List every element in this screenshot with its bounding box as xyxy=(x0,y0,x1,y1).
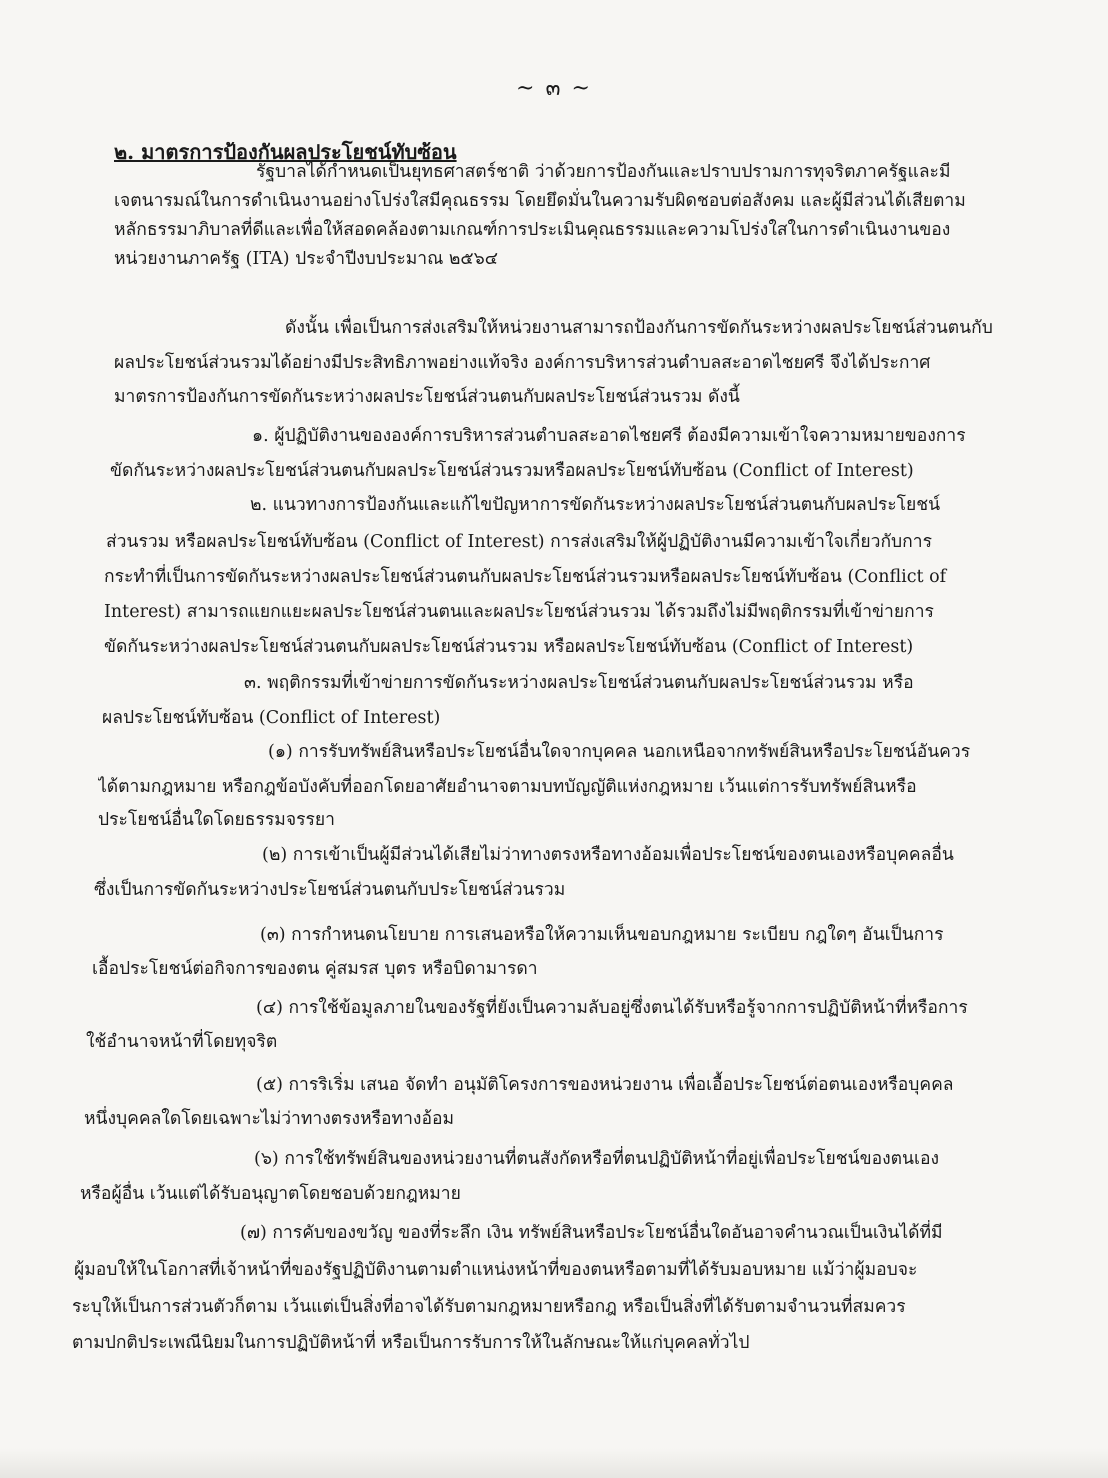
paragraph-line: ใช้อำนาจหน้าที่โดยทุจริต xyxy=(86,1032,278,1052)
section-title: ๒. มาตรการป้องกันผลประโยชน์ทับซ้อน xyxy=(114,140,457,164)
paragraph-line: รัฐบาลได้กำหนดเป็นยุทธศาสตร์ชาติ ว่าด้วยการป้องกันและปราบปรามการทุจริตภาครัฐและมี xyxy=(256,162,951,182)
paragraph-line: ผู้มอบให้ในโอกาสที่เจ้าหน้าที่ของรัฐปฏิบัติงานตามตำแหน่งหน้าที่ของตนหรือตามที่ได้รับมอบหมาย แม้ว่าผู้มอบจะ xyxy=(74,1260,918,1280)
paragraph-line: ได้ตามกฎหมาย หรือกฎข้อบังคับที่ออกโดยอาศัยอำนาจตามบทบัญญัติแห่งกฎหมาย เว้นแต่การรับทรัพย์สินหรือ xyxy=(98,777,917,797)
paragraph-line: ๑. ผู้ปฏิบัติงานขององค์การบริหารส่วนตำบลสะอาดไชยศรี ต้องมีความเข้าใจความหมายของการ xyxy=(252,426,966,446)
paragraph-line: ซึ่งเป็นการขัดกันระหว่างประโยชน์ส่วนตนกับประโยชน์ส่วนรวม xyxy=(94,880,566,900)
paragraph-line: กระทำที่เป็นการขัดกันระหว่างผลประโยชน์ส่วนตนกับผลประโยชน์ส่วนรวมหรือผลประโยชน์ทับซ้อน (Conflict of xyxy=(104,567,947,587)
paragraph-line: ๒. แนวทางการป้องกันและแก้ไขปัญหาการขัดกันระหว่างผลประโยชน์ส่วนตนกับผลประโยชน์ xyxy=(250,495,941,515)
paragraph-line: มาตรการป้องกันการขัดกันระหว่างผลประโยชน์ส่วนตนกับผลประโยชน์ส่วนรวม ดังนี้ xyxy=(114,387,740,407)
paragraph-line: Interest) สามารถแยกแยะผลประโยชน์ส่วนตนและผลประโยชน์ส่วนรวม ได้รวมถึงไม่มีพฤติกรรมที่เข้าข่ายการ xyxy=(104,602,934,622)
paragraph-line: ขัดกันระหว่างผลประโยชน์ส่วนตนกับผลประโยชน์ส่วนรวม หรือผลประโยชน์ทับซ้อน (Conflict of Interest) xyxy=(104,637,914,657)
paragraph-line: เอื้อประโยชน์ต่อกิจการของตน คู่สมรส บุตร หรือบิดามารดา xyxy=(92,959,538,979)
paragraph-line: หน่วยงานภาครัฐ (ITA) ประจำปีงบประมาณ ๒๕๖๔ xyxy=(114,249,499,269)
paragraph-line: ตามปกติประเพณีนิยมในการปฏิบัติหน้าที่ หรือเป็นการรับการให้ในลักษณะให้แก่บุคคลทั่วไป xyxy=(72,1333,750,1353)
paragraph-line: (๖) การใช้ทรัพย์สินของหน่วยงานที่ตนสังกัดหรือที่ตนปฏิบัติหน้าที่อยู่เพื่อประโยชน์ของตนเอง xyxy=(254,1149,939,1169)
paragraph-line: (๒) การเข้าเป็นผู้มีส่วนได้เสียไม่ว่าทางตรงหรือทางอ้อมเพื่อประโยชน์ของตนเองหรือบุคคลอื่น xyxy=(262,845,954,865)
paragraph-line: ขัดกันระหว่างผลประโยชน์ส่วนตนกับผลประโยชน์ส่วนรวมหรือผลประโยชน์ทับซ้อน (Conflict of Interest) xyxy=(110,461,914,481)
paragraph-line: ประโยชน์อื่นใดโดยธรรมจรรยา xyxy=(98,810,335,830)
paragraph-line: เจตนารมณ์ในการดำเนินงานอย่างโปร่งใสมีคุณธรรม โดยยึดมั่นในความรับผิดชอบต่อสังคม และผู้มีส่วนได้เสียตาม xyxy=(114,191,966,211)
paragraph-line: หลักธรรมาภิบาลที่ดีและเพื่อให้สอดคล้องตามเกณฑ์การประเมินคุณธรรมและความโปร่งใสในการดำเนินงานของ xyxy=(114,220,951,240)
paragraph-line: หรือผู้อื่น เว้นแต่ได้รับอนุญาตโดยชอบด้วยกฎหมาย xyxy=(80,1184,461,1204)
paragraph-line: ส่วนรวม หรือผลประโยชน์ทับซ้อน (Conflict of Interest) การส่งเสริมให้ผู้ปฏิบัติงานมีความเข้าใจเกี่ยวกับการ xyxy=(106,532,932,552)
paragraph-line: ดังนั้น เพื่อเป็นการส่งเสริมให้หน่วยงานสามารถป้องกันการขัดกันระหว่างผลประโยชน์ส่วนตนกับ xyxy=(285,318,993,338)
paragraph-line: (๕) การริเริ่ม เสนอ จัดทำ อนุมัติโครงการของหน่วยงาน เพื่อเอื้อประโยชน์ต่อตนเองหรือบุคคล xyxy=(256,1075,954,1095)
page-bottom-shadow xyxy=(0,1448,1108,1478)
paragraph-line: ๓. พฤติกรรมที่เข้าข่ายการขัดกันระหว่างผลประโยชน์ส่วนตนกับผลประโยชน์ส่วนรวม หรือ xyxy=(244,673,914,693)
paragraph-line: (๑) การรับทรัพย์สินหรือประโยชน์อื่นใดจากบุคคล นอกเหนือจากทรัพย์สินหรือประโยชน์อันควร xyxy=(268,742,971,762)
paragraph-line: (๗) การคับของขวัญ ของที่ระลึก เงิน ทรัพย์สินหรือประโยชน์อื่นใดอันอาจคำนวณเป็นเงินได้ที่มี xyxy=(240,1223,943,1243)
page-number: ~ ๓ ~ xyxy=(516,76,592,101)
paragraph-line: (๓) การกำหนดนโยบาย การเสนอหรือให้ความเห็นขอบกฎหมาย ระเบียบ กฎใดๆ อันเป็นการ xyxy=(260,925,944,945)
paragraph-line: (๔) การใช้ข้อมูลภายในของรัฐที่ยังเป็นความลับอยู่ซึ่งตนได้รับหรือรู้จากการปฏิบัติหน้าที่หรือการ xyxy=(256,998,968,1018)
paragraph-line: ผลประโยชน์ส่วนรวมได้อย่างมีประสิทธิภาพอย่างแท้จริง องค์การบริหารส่วนตำบลสะอาดไชยศรี จึงได้ประกาศ xyxy=(114,353,931,373)
paragraph-line: ระบุให้เป็นการส่วนตัวก็ตาม เว้นแต่เป็นสิ่งที่อาจได้รับตามกฎหมายหรือกฎ หรือเป็นสิ่งที่ได้รับตามจำนวนที่สมควร xyxy=(72,1297,906,1317)
paragraph-line: หนึ่งบุคคลใดโดยเฉพาะไม่ว่าทางตรงหรือทางอ้อม xyxy=(84,1109,454,1129)
paragraph-line: ผลประโยชน์ทับซ้อน (Conflict of Interest) xyxy=(102,708,441,728)
